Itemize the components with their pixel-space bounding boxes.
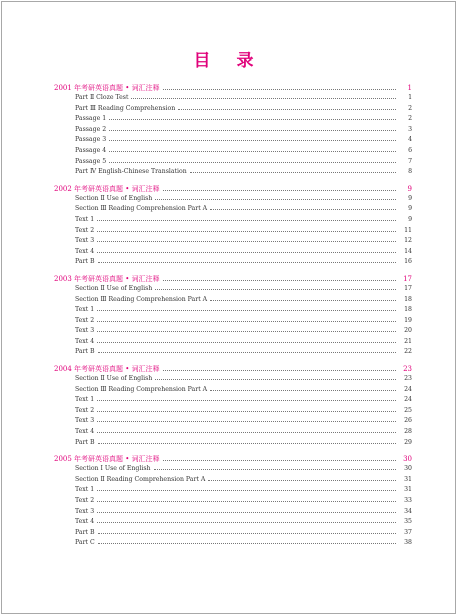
page-number: 31	[404, 475, 412, 483]
page-title: 目 录	[193, 51, 264, 71]
dot-leader	[97, 522, 396, 523]
toc-entry-label: Part B	[75, 438, 95, 446]
toc-entry[interactable]	[54, 396, 412, 407]
dot-leader	[210, 300, 396, 301]
page-number: 35	[404, 518, 412, 526]
dot-leader	[163, 89, 396, 90]
toc-entry-label: Text 2	[75, 497, 95, 504]
toc-entry[interactable]	[54, 195, 412, 206]
toc-section-heading[interactable]	[54, 364, 412, 375]
toc-entry[interactable]	[54, 258, 412, 269]
toc-entry[interactable]	[54, 486, 412, 497]
section-heading-label: 2003 年考研英语真题 • 词汇注释	[54, 274, 160, 283]
toc-entry-label: Passage 2	[75, 125, 107, 133]
dot-leader	[109, 162, 396, 163]
toc-section-heading[interactable]	[54, 184, 412, 195]
dot-leader	[178, 109, 396, 110]
page-number: 22	[404, 348, 412, 356]
toc-entry-label: Text 4	[75, 518, 95, 526]
dot-leader	[97, 490, 396, 491]
section-heading-label: 2005 年考研英语真题 • 词汇注释	[54, 455, 160, 464]
page-number: 9	[408, 215, 412, 223]
page-number: 19	[404, 316, 412, 324]
dot-leader	[109, 119, 396, 120]
toc-entry[interactable]	[54, 205, 412, 216]
page-number: 3	[408, 125, 412, 133]
dot-leader	[97, 342, 396, 343]
dot-leader	[97, 331, 396, 332]
page-number: 24	[404, 396, 412, 404]
toc-entry-label: Section Ⅲ Reading Comprehension Part A	[75, 385, 208, 393]
toc-entry-label: Text 4	[75, 337, 95, 345]
toc-entry-label: Text 1	[75, 306, 95, 314]
page-number: 9	[408, 194, 412, 202]
page-number: 20	[404, 327, 412, 335]
toc-entry[interactable]	[54, 105, 412, 116]
dot-leader	[109, 140, 396, 141]
toc-section	[54, 274, 412, 359]
toc-entry[interactable]	[54, 497, 412, 508]
page-number: 8	[408, 168, 412, 176]
page-number: 37	[404, 528, 412, 536]
toc-entry[interactable]	[54, 439, 412, 450]
toc-entry[interactable]	[54, 136, 412, 147]
toc-section	[54, 184, 412, 269]
dot-leader	[98, 533, 396, 534]
toc-entry-label: Text 1	[75, 396, 95, 404]
toc-entry-label: Text 3	[75, 327, 95, 335]
page-number: 4	[408, 136, 412, 144]
toc-entry[interactable]	[54, 126, 412, 137]
toc-entry[interactable]	[54, 237, 412, 248]
page-number: 29	[404, 438, 412, 446]
table-of-contents	[54, 83, 412, 555]
toc-entry[interactable]	[54, 428, 412, 439]
toc-entry-label: Section Ⅲ Reading Comprehension Part A	[75, 295, 208, 303]
page-number: 14	[404, 247, 412, 255]
section-heading-label: 2002 年考研英语真题 • 词汇注释	[54, 184, 160, 193]
page-number: 23	[403, 365, 412, 374]
dot-leader	[97, 411, 396, 412]
dot-leader	[97, 501, 396, 502]
page-number: 2	[408, 115, 412, 123]
toc-entry-label: Text 2	[75, 406, 95, 414]
toc-entry[interactable]	[54, 539, 412, 550]
dot-leader	[97, 400, 396, 401]
toc-entry[interactable]	[54, 115, 412, 126]
toc-entry-label: Text 4	[75, 247, 95, 255]
dot-leader	[109, 151, 396, 152]
toc-entry-label: Passage 5	[75, 157, 107, 165]
dot-leader	[210, 209, 396, 210]
toc-entry[interactable]	[54, 417, 412, 428]
page-number: 18	[404, 295, 412, 303]
dot-leader	[97, 252, 396, 253]
toc-section	[54, 364, 412, 449]
toc-entry-label: Part B	[75, 348, 95, 356]
dot-leader	[97, 432, 396, 433]
dot-leader	[155, 289, 396, 290]
page-number: 1	[408, 94, 412, 101]
toc-section	[54, 83, 412, 179]
page-number: 1	[407, 84, 412, 92]
toc-entry-label: Text 2	[75, 316, 95, 324]
toc-entry[interactable]	[54, 476, 412, 487]
dot-leader	[98, 262, 396, 263]
page-number: 18	[404, 306, 412, 314]
toc-entry-label: Part Ⅳ English-Chinese Translation	[75, 168, 187, 176]
toc-section-heading[interactable]	[54, 454, 412, 465]
page-number: 12	[404, 237, 412, 245]
dot-leader	[155, 379, 396, 380]
toc-entry[interactable]	[54, 296, 412, 307]
toc-entry[interactable]	[54, 285, 412, 296]
section-heading-label: 2001 年考研英语真题 • 词汇注释	[54, 84, 160, 92]
toc-entry-label: Part C	[75, 539, 95, 547]
dot-leader	[163, 280, 396, 281]
page-number: 2	[408, 104, 412, 112]
page-number: 24	[404, 385, 412, 393]
toc-entry-label: Text 3	[75, 417, 95, 425]
toc-entry[interactable]	[54, 529, 412, 540]
dot-leader	[131, 98, 396, 99]
page-number: 33	[404, 497, 412, 504]
toc-entry[interactable]	[54, 147, 412, 158]
toc-entry-label: Part Ⅲ Reading Comprehension	[75, 104, 176, 112]
dot-leader	[163, 370, 396, 371]
dot-leader	[154, 469, 396, 470]
toc-entry-label: Part B	[75, 528, 95, 536]
toc-entry[interactable]	[54, 518, 412, 529]
toc-entry[interactable]	[54, 248, 412, 259]
dot-leader	[98, 352, 396, 353]
toc-entry-label: Section Ⅱ Use of English	[75, 284, 153, 292]
dot-leader	[97, 220, 396, 221]
page-number: 17	[403, 274, 412, 283]
toc-entry[interactable]	[54, 338, 412, 349]
page-number: 7	[408, 157, 412, 165]
page-number: 9	[407, 184, 412, 193]
toc-entry-label: Passage 4	[75, 146, 107, 154]
toc-entry[interactable]	[54, 227, 412, 238]
page-number: 25	[404, 406, 412, 414]
toc-section-heading[interactable]	[54, 274, 412, 285]
page-number: 21	[404, 337, 412, 345]
toc-entry-label: Text 1	[75, 215, 95, 223]
dot-leader	[97, 421, 396, 422]
dot-leader	[109, 130, 396, 131]
toc-entry-label: Part Ⅱ Cloze Test	[75, 94, 129, 101]
toc-entry-label: Section Ⅱ Reading Comprehension Part A	[75, 475, 206, 483]
dot-leader	[97, 512, 396, 513]
toc-entry[interactable]	[54, 216, 412, 227]
toc-entry[interactable]	[54, 375, 412, 386]
toc-entry-label: Text 1	[75, 486, 95, 494]
dot-leader	[98, 543, 396, 544]
toc-entry[interactable]	[54, 407, 412, 418]
toc-entry[interactable]	[54, 158, 412, 169]
toc-entry-label: Section Ⅲ Reading Comprehension Part A	[75, 205, 208, 213]
toc-entry-label: Text 3	[75, 237, 95, 245]
toc-entry-label: Passage 3	[75, 136, 107, 144]
toc-entry[interactable]	[54, 465, 412, 476]
toc-entry-label: Section Ⅱ Use of English	[75, 375, 153, 383]
toc-entry-label: Section Ⅱ Use of English	[75, 194, 153, 202]
toc-entry[interactable]	[54, 94, 412, 105]
dot-leader	[190, 172, 396, 173]
toc-section	[54, 454, 412, 550]
toc-entry[interactable]	[54, 168, 412, 179]
toc-entry[interactable]	[54, 317, 412, 328]
toc-entry-label: Passage 1	[75, 115, 107, 123]
dot-leader	[97, 321, 396, 322]
page-number: 17	[404, 284, 412, 292]
toc-entry[interactable]	[54, 508, 412, 519]
page-number: 26	[404, 417, 412, 425]
toc-entry[interactable]	[54, 306, 412, 317]
document-page	[1, 1, 456, 614]
dot-leader	[208, 480, 396, 481]
page-number: 11	[404, 226, 412, 234]
page-number: 30	[403, 455, 412, 464]
toc-entry-label: Part B	[75, 258, 95, 266]
toc-entry-label: Text 4	[75, 428, 95, 436]
toc-entry[interactable]	[54, 386, 412, 397]
page-number: 31	[404, 486, 412, 494]
page-number: 23	[404, 375, 412, 383]
toc-section-heading[interactable]	[54, 83, 412, 94]
page-number: 6	[408, 146, 412, 154]
toc-entry[interactable]	[54, 348, 412, 359]
toc-entry[interactable]	[54, 327, 412, 338]
dot-leader	[98, 443, 396, 444]
dot-leader	[163, 190, 396, 191]
page-number: 16	[404, 258, 412, 266]
dot-leader	[155, 199, 396, 200]
toc-entry-label: Text 3	[75, 507, 95, 515]
dot-leader	[97, 231, 396, 232]
dot-leader	[163, 460, 396, 461]
dot-leader	[97, 310, 396, 311]
page-number: 30	[404, 465, 412, 473]
toc-entry-label: Text 2	[75, 226, 95, 234]
dot-leader	[97, 241, 396, 242]
page-number: 28	[404, 428, 412, 436]
page-number: 38	[404, 539, 412, 547]
page-number: 34	[404, 507, 412, 515]
dot-leader	[210, 390, 396, 391]
section-heading-label: 2004 年考研英语真题 • 词汇注释	[54, 365, 160, 374]
toc-entry-label: Section Ⅰ Use of English	[75, 465, 151, 473]
page-number: 9	[408, 205, 412, 213]
